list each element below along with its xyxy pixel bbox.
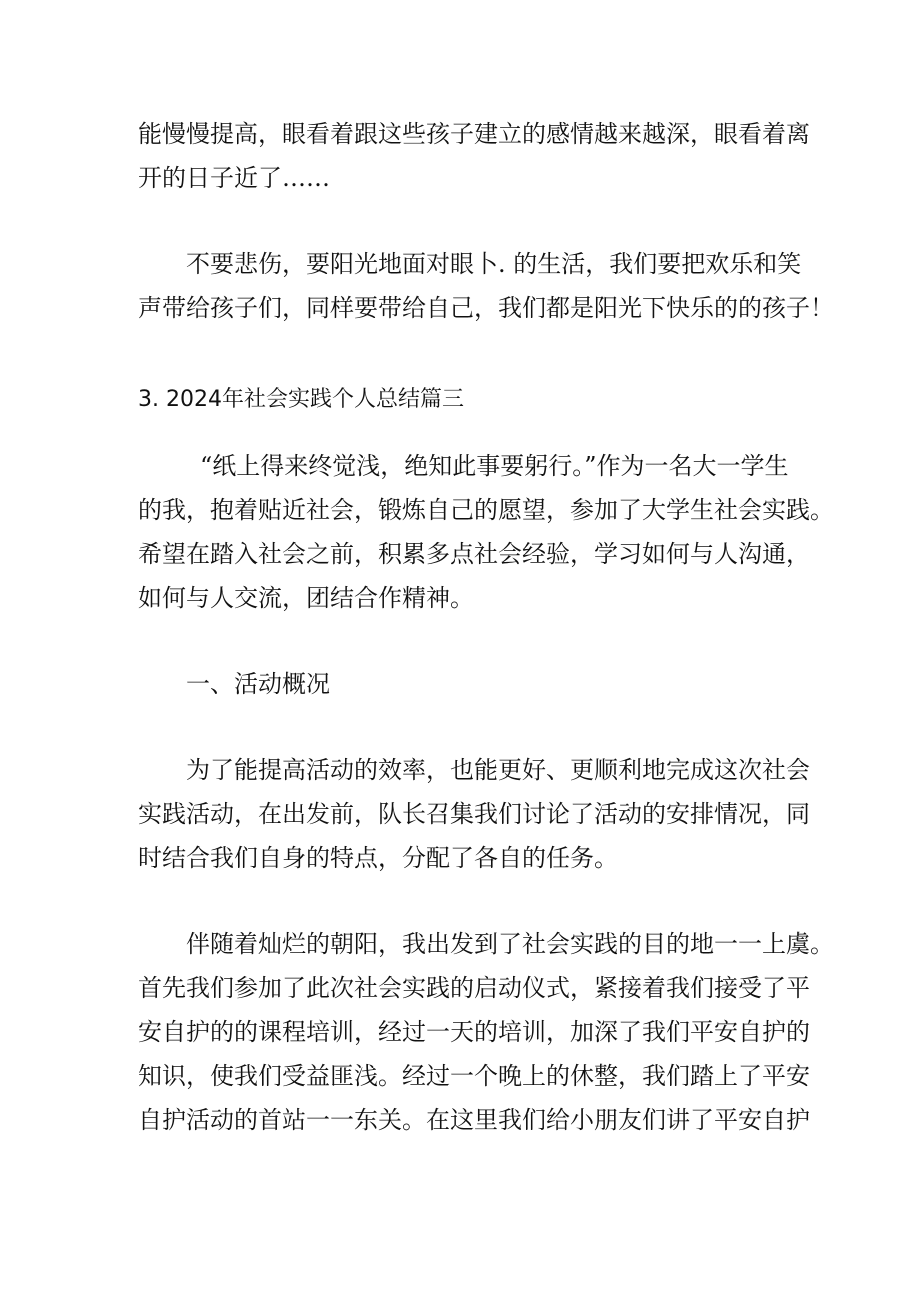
paragraph-line: 首先我们参加了此次社会实践的启动仪式，紧接着我们接受了平 — [138, 974, 810, 1002]
paragraph-line: 声带给孩子们，同样要带给自己，我们都是阳光下快乐的的孩子！ — [138, 294, 834, 322]
paragraph-line: 知识，使我们受益匪浅。经过一个晚上的休整，我们踏上了平安 — [138, 1062, 810, 1090]
paragraph-line: 不要悲伤，要阳光地面对眼卜. 的生活，我们要把欢乐和笑 — [186, 250, 802, 278]
paragraph-line: 安自护的的课程培训，经过一天的培训，加深了我们平安自护的 — [138, 1018, 810, 1046]
paragraph-line: 能慢慢提高，眼看着跟这些孩子建立的感情越来越深，眼看着离 — [138, 120, 810, 148]
paragraph-line: 自护活动的首站一一东关。在这里我们给小朋友们讲了平安自护 — [138, 1106, 810, 1134]
paragraph-line: 伴随着灿烂的朝阳，我出发到了社会实践的目的地一一上虞。 — [186, 930, 834, 958]
section-heading: 3. 2024年社会实践个人总结篇三 — [138, 387, 464, 412]
paragraph-line: “纸上得来终觉浅，绝知此事要躬行。”作为一名大一学生 — [200, 452, 789, 480]
paragraph-line: 实践活动，在出发前，队长召集我们讨论了活动的安排情况，同 — [138, 800, 810, 828]
paragraph-line: 希望在踏入社会之前，积累多点社会经验，学习如何与人沟通， — [138, 540, 810, 568]
paragraph-line: 时结合我们自身的特点，分配了各自的任务。 — [138, 844, 618, 872]
paragraph-line: 的我，抱着贴近社会，锻炼自己的愿望，参加了大学生社会实践。 — [138, 496, 834, 524]
paragraph-line: 开的日子近了…… — [138, 164, 330, 192]
paragraph-line: 如何与人交流，团结合作精神。 — [138, 584, 474, 612]
subsection-heading: 一、活动概况 — [186, 670, 330, 698]
paragraph-line: 为了能提高活动的效率，也能更好、更顺利地完成这次社会 — [186, 756, 810, 784]
